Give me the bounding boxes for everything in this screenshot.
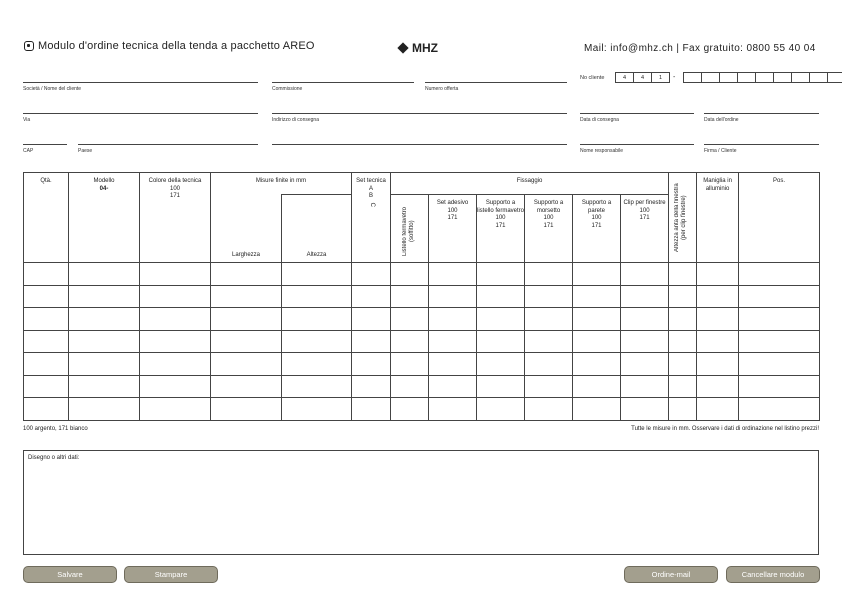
company-field[interactable] [23, 82, 258, 83]
table-cell[interactable] [429, 330, 477, 353]
table-cell[interactable] [669, 353, 697, 376]
table-cell[interactable] [669, 398, 697, 421]
table-cell[interactable] [24, 263, 69, 286]
table-cell[interactable] [477, 308, 525, 331]
table-cell[interactable] [739, 308, 820, 331]
fix-ceiling-header [391, 195, 429, 263]
table-cell[interactable] [477, 330, 525, 353]
table-row [24, 263, 820, 286]
customer-no-digit[interactable]: 4 [615, 72, 633, 83]
width-header: Larghezza [211, 195, 282, 263]
customer-no-digit[interactable] [773, 72, 791, 83]
table-cell[interactable] [429, 398, 477, 421]
color-header [140, 173, 211, 263]
customer-no-digit[interactable]: 1 [651, 72, 669, 83]
table-row [24, 308, 820, 331]
fix-clamp-header [525, 195, 573, 263]
table-cell[interactable] [69, 398, 140, 421]
table-cell[interactable] [697, 330, 739, 353]
fix-option: 100 [543, 215, 554, 221]
zip-field[interactable] [23, 144, 67, 145]
table-cell[interactable] [140, 285, 211, 308]
table-cell[interactable] [391, 285, 429, 308]
table-cell[interactable] [391, 308, 429, 331]
fix-clamp-label: Supporto a morsetto [533, 200, 564, 214]
table-cell[interactable] [621, 285, 669, 308]
table-cell[interactable] [697, 263, 739, 286]
delivery-address-line2[interactable] [272, 144, 567, 145]
order-date-field[interactable] [704, 113, 819, 114]
table-cell[interactable] [429, 308, 477, 331]
table-cell[interactable] [352, 398, 391, 421]
table-cell[interactable] [621, 375, 669, 398]
drawing-label: Disegno o altri dati: [28, 455, 80, 461]
sizes-header: Misure finite in mm [211, 173, 352, 195]
responsible-label: Nome responsabile [580, 148, 624, 154]
delivery-address-field[interactable] [272, 113, 567, 114]
table-cell[interactable] [429, 353, 477, 376]
table-cell[interactable] [211, 375, 282, 398]
set-header-label: Set tecnica [356, 178, 386, 184]
table-cell[interactable] [669, 375, 697, 398]
table-cell[interactable] [352, 285, 391, 308]
save-button[interactable]: Salvare [23, 566, 117, 583]
form-title [24, 40, 315, 52]
table-cell[interactable] [739, 398, 820, 421]
table-cell[interactable] [211, 398, 282, 421]
customer-no-digit[interactable] [719, 72, 737, 83]
table-row [24, 353, 820, 376]
email-order-button[interactable]: Ordine-mail [624, 566, 718, 583]
table-cell[interactable] [573, 398, 621, 421]
table-cell[interactable] [282, 353, 352, 376]
table-cell[interactable] [525, 308, 573, 331]
fix-option: 171 [543, 222, 554, 229]
zip-label: CAP [23, 148, 34, 154]
table-cell[interactable] [739, 375, 820, 398]
table-cell[interactable] [477, 285, 525, 308]
customer-no-digit[interactable] [683, 72, 701, 83]
delivery-date-label: Data di consegna [580, 117, 619, 123]
table-cell[interactable] [24, 353, 69, 376]
table-cell[interactable] [669, 330, 697, 353]
company-label: Società / Nome del cliente [23, 86, 82, 92]
commission-label: Commissione [272, 86, 303, 92]
form-title-text: Modulo d'ordine tecnica della tenda a pacchetto AREO [38, 40, 315, 52]
set-option: A [368, 185, 373, 192]
table-cell[interactable] [282, 330, 352, 353]
drawing-area[interactable] [23, 450, 819, 555]
table-cell[interactable] [525, 398, 573, 421]
table-cell[interactable] [69, 375, 140, 398]
table-cell[interactable] [391, 398, 429, 421]
order-table [23, 172, 820, 421]
table-cell[interactable] [669, 308, 697, 331]
table-cell[interactable] [429, 263, 477, 286]
clear-form-button[interactable]: Cancellare modulo [726, 566, 820, 583]
customer-no-digit[interactable] [701, 72, 719, 83]
table-cell[interactable] [477, 375, 525, 398]
table-cell[interactable] [391, 353, 429, 376]
table-cell[interactable] [352, 353, 391, 376]
table-cell[interactable] [352, 375, 391, 398]
fix-option: 100 [591, 215, 602, 221]
table-cell[interactable] [69, 353, 140, 376]
window-height-label: Altezza anta della finestra (per clip finestre) [673, 183, 687, 252]
table-cell[interactable] [429, 375, 477, 398]
height-header: Altezza [282, 195, 352, 263]
table-cell[interactable] [140, 308, 211, 331]
table-cell[interactable] [739, 330, 820, 353]
table-cell[interactable] [739, 285, 820, 308]
delivery-address-label: Indirizzo di consegna [272, 117, 319, 123]
table-cell[interactable] [621, 308, 669, 331]
street-field[interactable] [23, 113, 258, 114]
signature-field[interactable] [704, 144, 819, 145]
table-cell[interactable] [621, 353, 669, 376]
fix-clip-label: Clip per finestre [623, 200, 666, 206]
table-cell[interactable] [352, 330, 391, 353]
customer-no-separator: - [673, 74, 676, 81]
table-cell[interactable] [24, 308, 69, 331]
table-cell[interactable] [140, 375, 211, 398]
country-label: Paese [78, 148, 93, 154]
table-cell[interactable] [391, 263, 429, 286]
table-cell[interactable] [140, 398, 211, 421]
set-option: B [368, 193, 373, 199]
customer-no-box-end [669, 72, 670, 83]
table-cell[interactable] [621, 263, 669, 286]
offer-no-label: Numero offerta [425, 86, 459, 92]
fix-adhesive-label: Set adesivo [436, 200, 469, 206]
fix-option: 171 [447, 215, 458, 221]
fix-glazing-header [477, 195, 525, 263]
table-cell[interactable] [24, 375, 69, 398]
table-cell[interactable] [69, 263, 140, 286]
table-cell[interactable] [573, 375, 621, 398]
table-cell[interactable] [573, 330, 621, 353]
handle-header: Maniglia in alluminio [697, 173, 739, 263]
table-cell[interactable] [669, 263, 697, 286]
table-cell[interactable] [69, 330, 140, 353]
fix-option: 100 [639, 207, 650, 214]
table-cell[interactable] [24, 285, 69, 308]
color-note: 100 argento, 171 bianco [23, 426, 88, 432]
table-cell[interactable] [525, 375, 573, 398]
table-cell[interactable] [525, 330, 573, 353]
fix-glazing-label: Supporto a listello fermavetro [477, 200, 525, 214]
fix-clip-header [621, 195, 669, 263]
color-option: 100 [169, 185, 180, 192]
set-option: C [368, 202, 375, 207]
table-cell[interactable] [621, 398, 669, 421]
table-cell[interactable] [352, 263, 391, 286]
table-cell[interactable] [621, 330, 669, 353]
customer-no-digit[interactable]: 4 [633, 72, 651, 83]
fix-option: 171 [639, 215, 650, 221]
model-header-label: Modello [93, 178, 115, 184]
commission-field[interactable] [272, 82, 414, 83]
responsible-field[interactable] [580, 144, 694, 145]
pos-header: Pos. [739, 173, 820, 263]
table-cell[interactable] [697, 285, 739, 308]
signature-label: Firma / Cliente [704, 148, 737, 154]
table-cell[interactable] [24, 330, 69, 353]
table-cell[interactable] [211, 308, 282, 331]
table-cell[interactable] [573, 263, 621, 286]
table-cell[interactable] [429, 285, 477, 308]
fix-option: 171 [591, 222, 602, 229]
fix-ceiling-label: Listello fermavetro (soffitto) [401, 206, 415, 256]
measures-note: Tutte le misure in mm. Osservare i dati di ordinazione nel listino prezzi! [631, 426, 819, 432]
table-cell[interactable] [391, 375, 429, 398]
customer-no-digit[interactable] [809, 72, 827, 83]
table-cell[interactable] [739, 263, 820, 286]
customer-no-digit[interactable] [737, 72, 755, 83]
table-cell[interactable] [477, 353, 525, 376]
order-date-label: Data dell'ordine [704, 117, 739, 123]
contact-info: Mail: info@mhz.ch | Fax gratuito: 0800 55 40 04 [584, 43, 816, 54]
table-cell[interactable] [211, 330, 282, 353]
table-cell[interactable] [697, 375, 739, 398]
table-cell[interactable] [697, 398, 739, 421]
customer-no-label: No cliente [580, 75, 605, 81]
window-height-header [669, 173, 697, 263]
fix-option: 171 [495, 222, 506, 229]
fix-option: 100 [495, 215, 506, 221]
customer-no-digit[interactable] [827, 72, 842, 83]
model-header [69, 173, 140, 263]
table-cell[interactable] [477, 398, 525, 421]
table-cell[interactable] [573, 353, 621, 376]
fixing-header: Fissaggio [391, 173, 669, 195]
table-cell[interactable] [140, 353, 211, 376]
table-row [24, 375, 820, 398]
table-cell[interactable] [669, 285, 697, 308]
brand-logo-text: MHZ [412, 41, 438, 55]
table-cell[interactable] [282, 263, 352, 286]
customer-no-digit[interactable] [755, 72, 773, 83]
table-cell[interactable] [69, 285, 140, 308]
table-cell[interactable] [525, 263, 573, 286]
fix-wall-header [573, 195, 621, 263]
table-cell[interactable] [525, 353, 573, 376]
table-cell[interactable] [282, 375, 352, 398]
table-cell[interactable] [525, 285, 573, 308]
model-code: 04- [99, 185, 109, 192]
table-row [24, 398, 820, 421]
customer-no-digit[interactable] [791, 72, 809, 83]
table-cell[interactable] [282, 308, 352, 331]
fix-wall-label: Supporto a parete [581, 200, 612, 214]
color-option: 171 [169, 193, 180, 199]
table-cell[interactable] [391, 330, 429, 353]
table-cell[interactable] [211, 263, 282, 286]
qty-header: Qtà. [24, 173, 69, 263]
table-cell[interactable] [352, 308, 391, 331]
table-cell[interactable] [697, 353, 739, 376]
table-row [24, 330, 820, 353]
fix-adhesive-header [429, 195, 477, 263]
table-cell[interactable] [24, 398, 69, 421]
table-cell[interactable] [739, 353, 820, 376]
street-label: Via [23, 117, 31, 123]
table-cell[interactable] [140, 330, 211, 353]
table-cell[interactable] [573, 308, 621, 331]
table-row [24, 285, 820, 308]
offer-no-field[interactable] [425, 82, 567, 83]
table-cell[interactable] [282, 398, 352, 421]
table-cell[interactable] [573, 285, 621, 308]
table-cell[interactable] [140, 263, 211, 286]
print-button[interactable]: Stampare [124, 566, 218, 583]
color-header-label: Colore della tecnica [148, 178, 202, 184]
country-field[interactable] [78, 144, 258, 145]
brand-logo [399, 41, 438, 55]
table-cell[interactable] [697, 308, 739, 331]
table-cell[interactable] [211, 285, 282, 308]
set-header [352, 173, 391, 263]
fix-option: 100 [447, 207, 458, 214]
table-cell[interactable] [282, 285, 352, 308]
logo-square-icon [24, 41, 34, 51]
delivery-date-field[interactable] [580, 113, 694, 114]
table-cell[interactable] [477, 263, 525, 286]
table-cell[interactable] [211, 353, 282, 376]
table-cell[interactable] [69, 308, 140, 331]
diamond-icon [397, 42, 408, 53]
